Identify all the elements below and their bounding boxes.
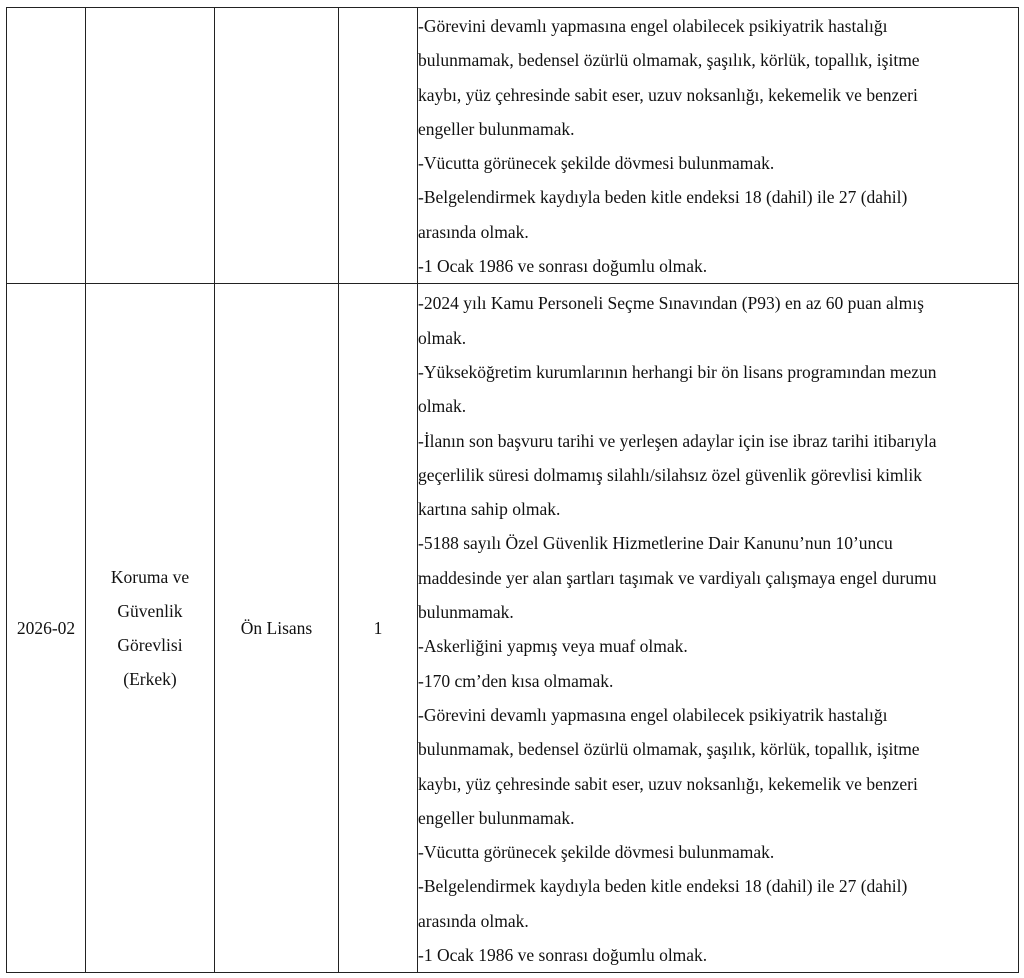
requirement-line: bulunmamak. bbox=[418, 602, 514, 623]
requirement-line: -Belgelendirmek kaydıyla beden kitle endeksi 18 (dahil) ile 27 (dahil) bbox=[418, 187, 908, 208]
requirements-cell bbox=[418, 8, 1019, 284]
requirement-line: -Vücutta görünecek şekilde dövmesi bulunmamak. bbox=[418, 842, 775, 863]
position-line: (Erkek) bbox=[123, 669, 177, 690]
education-cell bbox=[215, 8, 339, 284]
requirement-line: engeller bulunmamak. bbox=[418, 807, 575, 828]
position-line: Koruma ve bbox=[110, 567, 190, 588]
requirement-line: -2024 yılı Kamu Personeli Seçme Sınavından (P93) en az 60 puan almış bbox=[418, 293, 924, 314]
requirement-line: engeller bulunmamak. bbox=[418, 118, 575, 139]
requirement-line: bulunmamak, bedensel özürlü olmamak, şaşılık, körlük, topallık, işitme bbox=[418, 50, 920, 71]
position-line: Güvenlik bbox=[117, 601, 183, 622]
requirement-line: -170 cm’den kısa olmamak. bbox=[418, 670, 614, 691]
requirement-line: kaybı, yüz çehresinde sabit eser, uzuv noksanlığı, kekemelik ve benzeri bbox=[418, 84, 918, 105]
table-row bbox=[7, 8, 1019, 284]
requirement-line: -1 Ocak 1986 ve sonrası doğumlu olmak. bbox=[418, 945, 708, 966]
code-cell bbox=[7, 8, 86, 284]
requirement-line: kartına sahip olmak. bbox=[418, 499, 561, 520]
position-cell bbox=[86, 8, 215, 284]
education-cell: Ön Lisans bbox=[215, 284, 339, 973]
requirements-list bbox=[418, 284, 1018, 972]
requirement-line: -Askerliğini yapmış veya muaf olmak. bbox=[418, 636, 688, 657]
requirement-line: geçerlilik süresi dolmamış silahlı/silahsız özel güvenlik görevlisi kimlik bbox=[418, 464, 923, 485]
count-cell bbox=[339, 8, 418, 284]
requirements-table bbox=[6, 7, 1019, 973]
requirement-line: maddesinde yer alan şartları taşımak ve vardiyalı çalışmaya engel durumu bbox=[418, 567, 937, 588]
count-cell: 1 bbox=[339, 284, 418, 973]
requirement-line: -Görevini devamlı yapmasına engel olabilecek psikiyatrik hastalığı bbox=[418, 704, 888, 725]
requirement-line: -Yükseköğretim kurumlarının herhangi bir ön lisans programından mezun bbox=[418, 361, 937, 382]
requirements-cell bbox=[418, 284, 1019, 973]
requirement-line: bulunmamak, bedensel özürlü olmamak, şaşılık, körlük, topallık, işitme bbox=[418, 739, 920, 760]
requirements-list bbox=[418, 8, 1018, 283]
requirement-line: -İlanın son başvuru tarihi ve yerleşen adaylar için ise ibraz tarihi itibarıyla bbox=[418, 430, 937, 451]
requirement-line: kaybı, yüz çehresinde sabit eser, uzuv noksanlığı, kekemelik ve benzeri bbox=[418, 773, 918, 794]
table-row bbox=[7, 284, 1019, 973]
requirement-line: -Görevini devamlı yapmasına engel olabilecek psikiyatrik hastalığı bbox=[418, 16, 888, 36]
requirement-line: olmak. bbox=[418, 396, 467, 417]
requirement-line: -Belgelendirmek kaydıyla beden kitle endeksi 18 (dahil) ile 27 (dahil) bbox=[418, 876, 908, 897]
requirement-line: -Vücutta görünecek şekilde dövmesi bulunmamak. bbox=[418, 153, 775, 174]
requirement-line: olmak. bbox=[418, 327, 467, 348]
position-line: Görevlisi bbox=[117, 635, 183, 656]
requirement-line: arasında olmak. bbox=[418, 221, 529, 242]
requirement-line: -1 Ocak 1986 ve sonrası doğumlu olmak. bbox=[418, 256, 708, 277]
requirement-line: -5188 sayılı Özel Güvenlik Hizmetlerine Dair Kanunu’nun 10’uncu bbox=[418, 533, 893, 554]
position-cell bbox=[86, 284, 215, 973]
requirement-line: arasında olmak. bbox=[418, 910, 529, 931]
code-cell: 2026-02 bbox=[7, 284, 86, 973]
